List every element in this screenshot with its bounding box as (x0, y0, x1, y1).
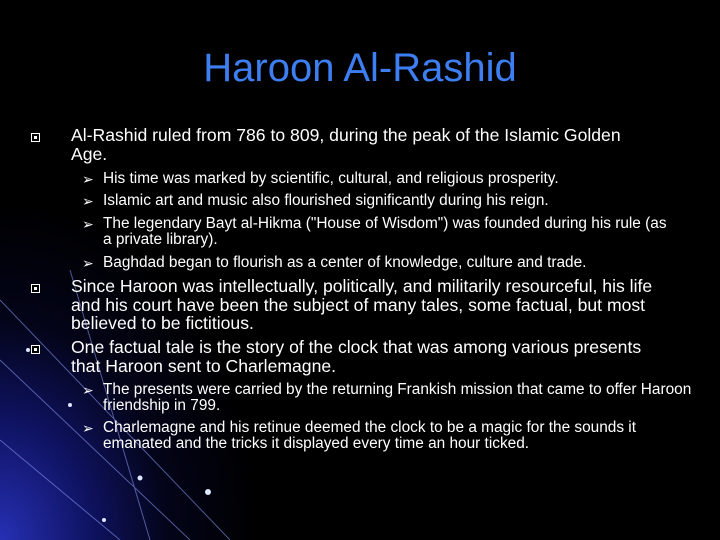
arrow-bullet-icon: ➢ (82, 255, 94, 271)
arrow-bullet-icon: ➢ (82, 171, 94, 187)
square-bullet-icon (31, 284, 40, 293)
bullet-1: Al-Rashid ruled from 786 to 809, during the peak of the Islamic Golden Age. (71, 125, 621, 164)
arrow-bullet-icon: ➢ (82, 193, 94, 209)
slide-title: Haroon Al-Rashid (203, 46, 517, 90)
sub-bullet-1-1: His time was marked by scientific, cultural, and religious prosperity. (103, 170, 559, 187)
arrow-bullet-icon: ➢ (82, 382, 94, 398)
sub-bullet-1-4: Baghdad began to flourish as a center of knowledge, culture and trade. (103, 254, 587, 271)
bullet-3: One factual tale is the story of the clock that was among various presents that Haroon sent to Charlemagne. (71, 337, 642, 376)
sub-bullet-3-2: Charlemagne and his retinue deemed the clock to be a magic for the sounds it emanated and the tricks it displayed every time an hour ticked. (103, 419, 636, 452)
sub-bullet-1-2: Islamic art and music also flourished significantly during his reign. (103, 192, 549, 209)
sub-bullet-3-1: The presents were carried by the returning Frankish mission that came to offer Haroon friendship in 799. (103, 381, 692, 414)
bullet-2: Since Haroon was intellectually, politically, and militarily resourceful, his life and his court have been the subject of many tales, some factual, but most believed to be fictitious. (71, 276, 653, 333)
arrow-bullet-icon: ➢ (82, 420, 94, 436)
square-bullet-icon (31, 345, 40, 354)
square-bullet-icon (31, 133, 40, 142)
sub-bullet-1-3: The legendary Bayt al-Hikma ("House of Wisdom") was founded during his rule (as a private library). (103, 215, 667, 248)
arrow-bullet-icon: ➢ (82, 216, 94, 232)
